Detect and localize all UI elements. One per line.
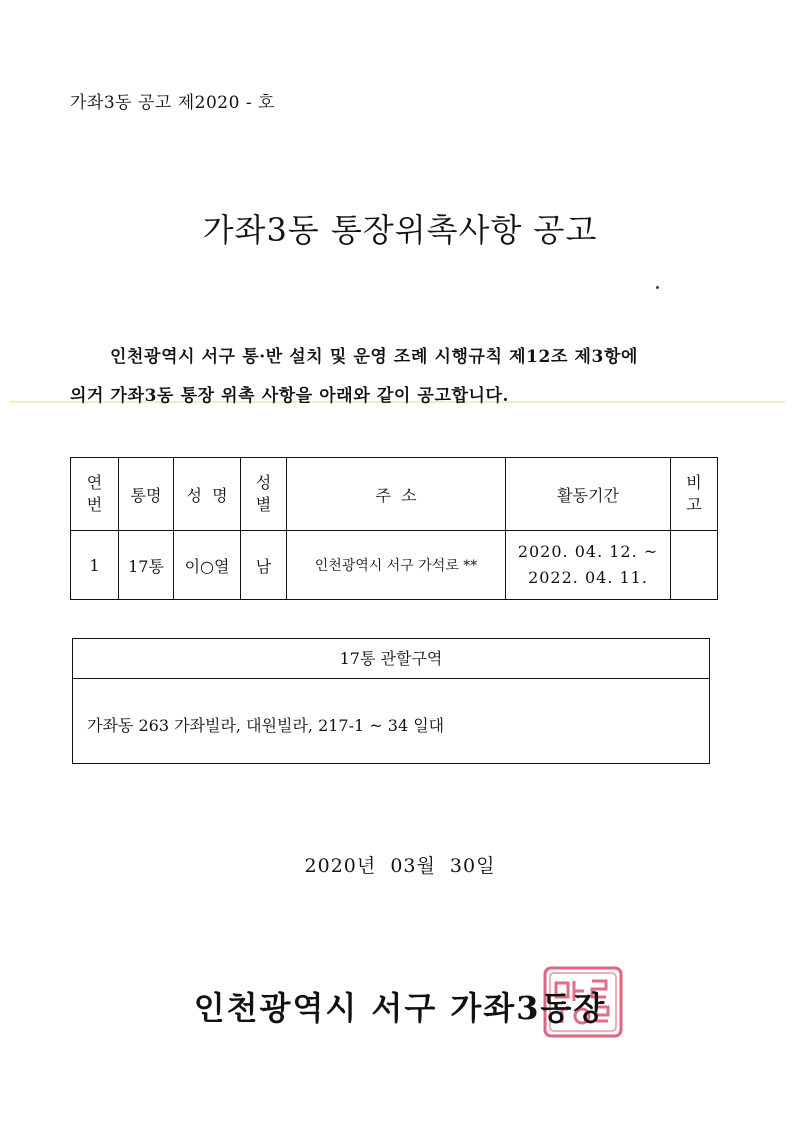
header-period: 활동기간 [506, 458, 671, 531]
cell-name: 이○열 [174, 531, 241, 600]
issuer-name: 인천광역시 서구 가좌3동장 [193, 989, 607, 1027]
header-tong: 통명 [119, 458, 174, 531]
page-title: 가좌3동 통장위촉사항 공고 [202, 211, 598, 249]
cell-no: 1 [71, 531, 119, 600]
scan-speck [656, 286, 659, 289]
table-row [71, 531, 718, 600]
jurisdiction-header: 17통 관할구역 [73, 639, 709, 679]
issue-date: 2020년 03월 30일 [304, 855, 496, 877]
table-header-row [71, 458, 718, 531]
cell-note [671, 531, 718, 600]
header-address: 주 소 [287, 458, 506, 531]
header-sex: 성 별 [241, 458, 287, 531]
appointment-table [70, 457, 718, 600]
header-note: 비 고 [671, 458, 718, 531]
cell-address: 인천광역시 서구 가석로 ** [287, 531, 506, 600]
body-line-2: 의거 가좌3동 통장 위촉 사항을 아래와 같이 공고합니다. [70, 386, 510, 406]
header-no: 연 번 [71, 458, 119, 531]
jurisdiction-content: 가좌동 263 가좌빌라, 대원빌라, 217-1 ~ 34 일대 [87, 716, 445, 735]
document-number: 가좌3동 공고 제2020 - 호 [70, 93, 275, 113]
jurisdiction-box [72, 638, 710, 764]
header-name: 성 명 [174, 458, 241, 531]
body-line-1: 인천광역시 서구 통·반 설치 및 운영 조례 시행규칙 제12조 제3항에 [110, 347, 639, 367]
cell-sex: 남 [241, 531, 287, 600]
cell-period: 2020. 04. 12. ~ 2022. 04. 11. [506, 531, 671, 600]
cell-tong: 17통 [119, 531, 174, 600]
